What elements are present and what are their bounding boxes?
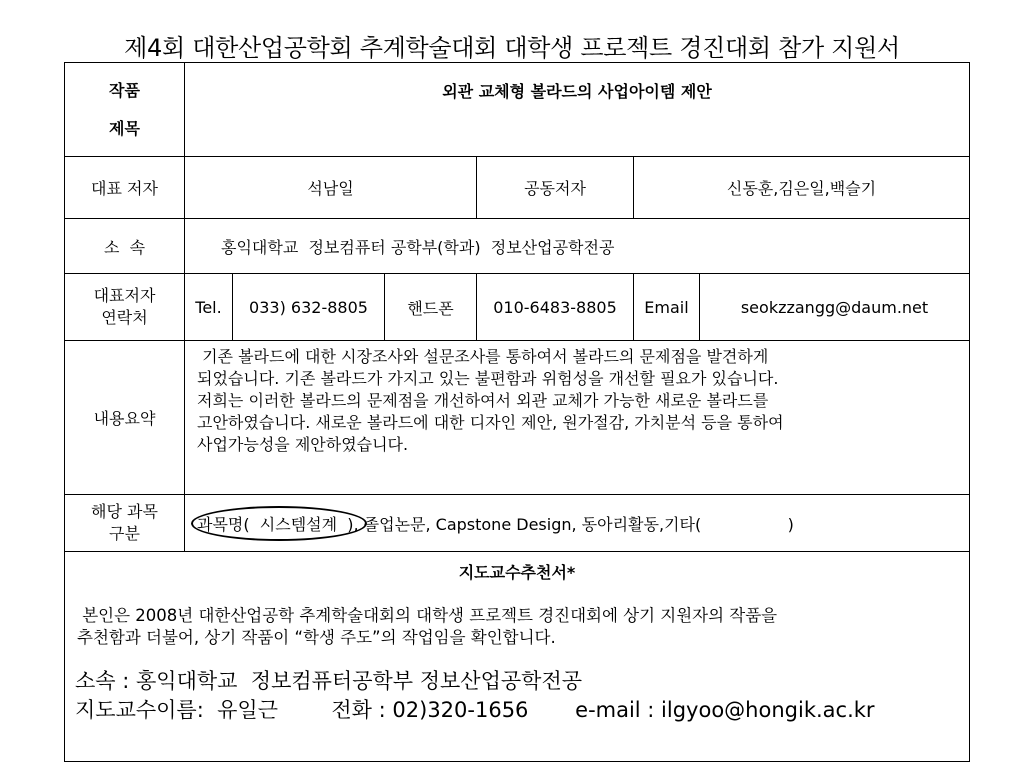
contact-label-line-2: 연락처 bbox=[101, 308, 148, 327]
affiliation-value: 홍익대학교 정보컴퓨터 공학부(학과) 정보산업공학전공 bbox=[185, 219, 970, 274]
work-title-label bbox=[65, 63, 185, 157]
author-row bbox=[65, 157, 970, 219]
course-row bbox=[65, 495, 970, 552]
email-value: seokzzangg@daum.net bbox=[700, 274, 970, 341]
summary-line: 기존 볼라드에 대한 시장조사와 설문조사를 통하여서 볼라드의 문제점을 발견하게 bbox=[197, 347, 769, 366]
recommendation-body bbox=[75, 605, 959, 649]
recommendation-row bbox=[65, 552, 970, 762]
affiliation-row bbox=[65, 219, 970, 274]
recommendation-section bbox=[65, 552, 970, 762]
recommendation-body-line: 추천함과 더불어, 상기 작품이 “학생 주도”의 작업임을 확인합니다. bbox=[77, 628, 556, 647]
contact-label bbox=[65, 274, 185, 341]
email-label: Email bbox=[634, 274, 700, 341]
summary-line: 사업가능성을 제안하였습니다. bbox=[197, 435, 409, 454]
mobile-label: 핸드폰 bbox=[385, 274, 477, 341]
recommendation-heading: 지도교수추천서* bbox=[458, 563, 576, 582]
tel-value: 033) 632-8805 bbox=[233, 274, 385, 341]
course-label-line-1: 해당 과목 bbox=[91, 502, 158, 521]
course-selected-circled: 과목명( 시스템설계 ) bbox=[197, 512, 353, 535]
advisor-affiliation: 소속 : 홍익대학교 정보컴퓨터공학부 정보산업공학전공 bbox=[75, 669, 583, 693]
work-title-label-line-2: 제목 bbox=[109, 118, 140, 138]
summary-text bbox=[185, 341, 970, 495]
rep-author-value: 석남일 bbox=[185, 157, 477, 219]
contact-label-line-1: 대표저자 bbox=[93, 286, 156, 305]
coauthors-value: 신동훈,김은일,백슬기 bbox=[634, 157, 970, 219]
summary-label: 내용요약 bbox=[65, 341, 185, 495]
rep-author-label: 대표 저자 bbox=[65, 157, 185, 219]
coauthor-label: 공동저자 bbox=[477, 157, 634, 219]
course-label bbox=[65, 495, 185, 552]
recommendation-body-line: 본인은 2008년 대한산업공학 추계학술대회의 대학생 프로젝트 경진대회에 상기 지원자의 작품을 bbox=[77, 606, 778, 625]
work-title-value: 외관 교체형 볼라드의 사업아이템 제안 bbox=[185, 63, 970, 157]
summary-row bbox=[65, 341, 970, 495]
form-title: 제4회 대한산업공학회 추계학술대회 대학생 프로젝트 경진대회 참가 지원서 bbox=[124, 34, 900, 62]
mobile-value: 010-6483-8805 bbox=[477, 274, 634, 341]
course-label-line-2: 구분 bbox=[109, 524, 140, 543]
advisor-contact: 지도교수이름: 유일근 전화 : 02)320-1656 e-mail : ilgyoo@hongik.ac.kr bbox=[75, 698, 875, 722]
course-other-options: , 졸업논문, Capstone Design, 동아리활동,기타( ) bbox=[353, 514, 794, 534]
work-title-row bbox=[65, 63, 970, 157]
tel-label: Tel. bbox=[185, 274, 233, 341]
work-title-label-line-1: 작품 bbox=[109, 80, 140, 100]
summary-line: 저희는 이러한 볼라드의 문제점을 개선하여서 외관 교체가 가능한 새로운 볼라드를 bbox=[197, 391, 769, 410]
course-options bbox=[185, 495, 970, 552]
application-form-table bbox=[64, 62, 970, 762]
summary-line: 되었습니다. 기존 볼라드가 가지고 있는 불편함과 위험성을 개선할 필요가 있습니다. bbox=[197, 369, 779, 388]
summary-line: 고안하였습니다. 새로운 볼라드에 대한 디자인 제안, 원가절감, 가치분석 등을 통하여 bbox=[197, 413, 784, 432]
affiliation-label: 소 속 bbox=[65, 219, 185, 274]
contact-row bbox=[65, 274, 970, 341]
